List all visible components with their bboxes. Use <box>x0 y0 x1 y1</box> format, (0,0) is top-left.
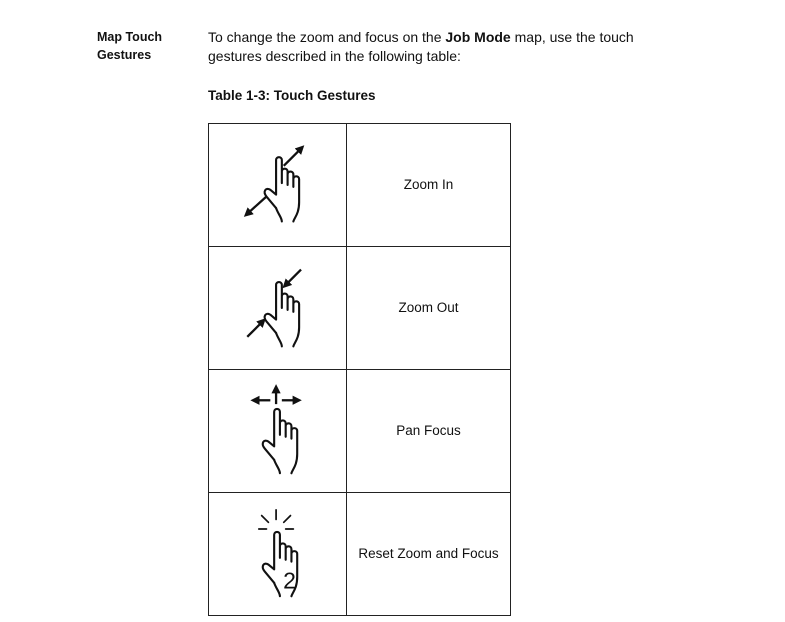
gesture-label: Reset Zoom and Focus <box>347 493 511 616</box>
icon-cell <box>209 247 347 370</box>
gesture-label: Pan Focus <box>347 370 511 493</box>
pan-focus-gesture-icon <box>230 383 326 479</box>
side-heading-line2: Gestures <box>97 48 152 62</box>
zoom-out-gesture-icon <box>230 260 326 356</box>
gesture-label: Zoom In <box>347 124 511 247</box>
table-row <box>209 493 511 616</box>
table-row <box>209 124 511 247</box>
tap-burst-icon <box>258 510 293 529</box>
intro-paragraph <box>208 28 678 66</box>
side-heading-line1: Map Touch <box>97 30 163 44</box>
table-row <box>209 247 511 370</box>
intro-text-after: map, use the touch gestures described in the following table: <box>208 29 634 64</box>
intro-text-bold: Job Mode <box>445 29 511 45</box>
icon-cell <box>209 124 347 247</box>
reset-zoom-gesture-icon <box>230 506 326 602</box>
zoom-in-gesture-icon <box>230 137 326 233</box>
table-row <box>209 370 511 493</box>
two-finger-badge: 2 <box>282 567 296 594</box>
touch-gestures-table <box>208 123 511 616</box>
gesture-label: Zoom Out <box>347 247 511 370</box>
intro-text-before: To change the zoom and focus on the <box>208 29 446 45</box>
table-caption: Table 1-3: Touch Gestures <box>208 88 376 103</box>
icon-cell <box>209 370 347 493</box>
section-side-heading <box>97 28 197 64</box>
icon-cell <box>209 493 347 616</box>
